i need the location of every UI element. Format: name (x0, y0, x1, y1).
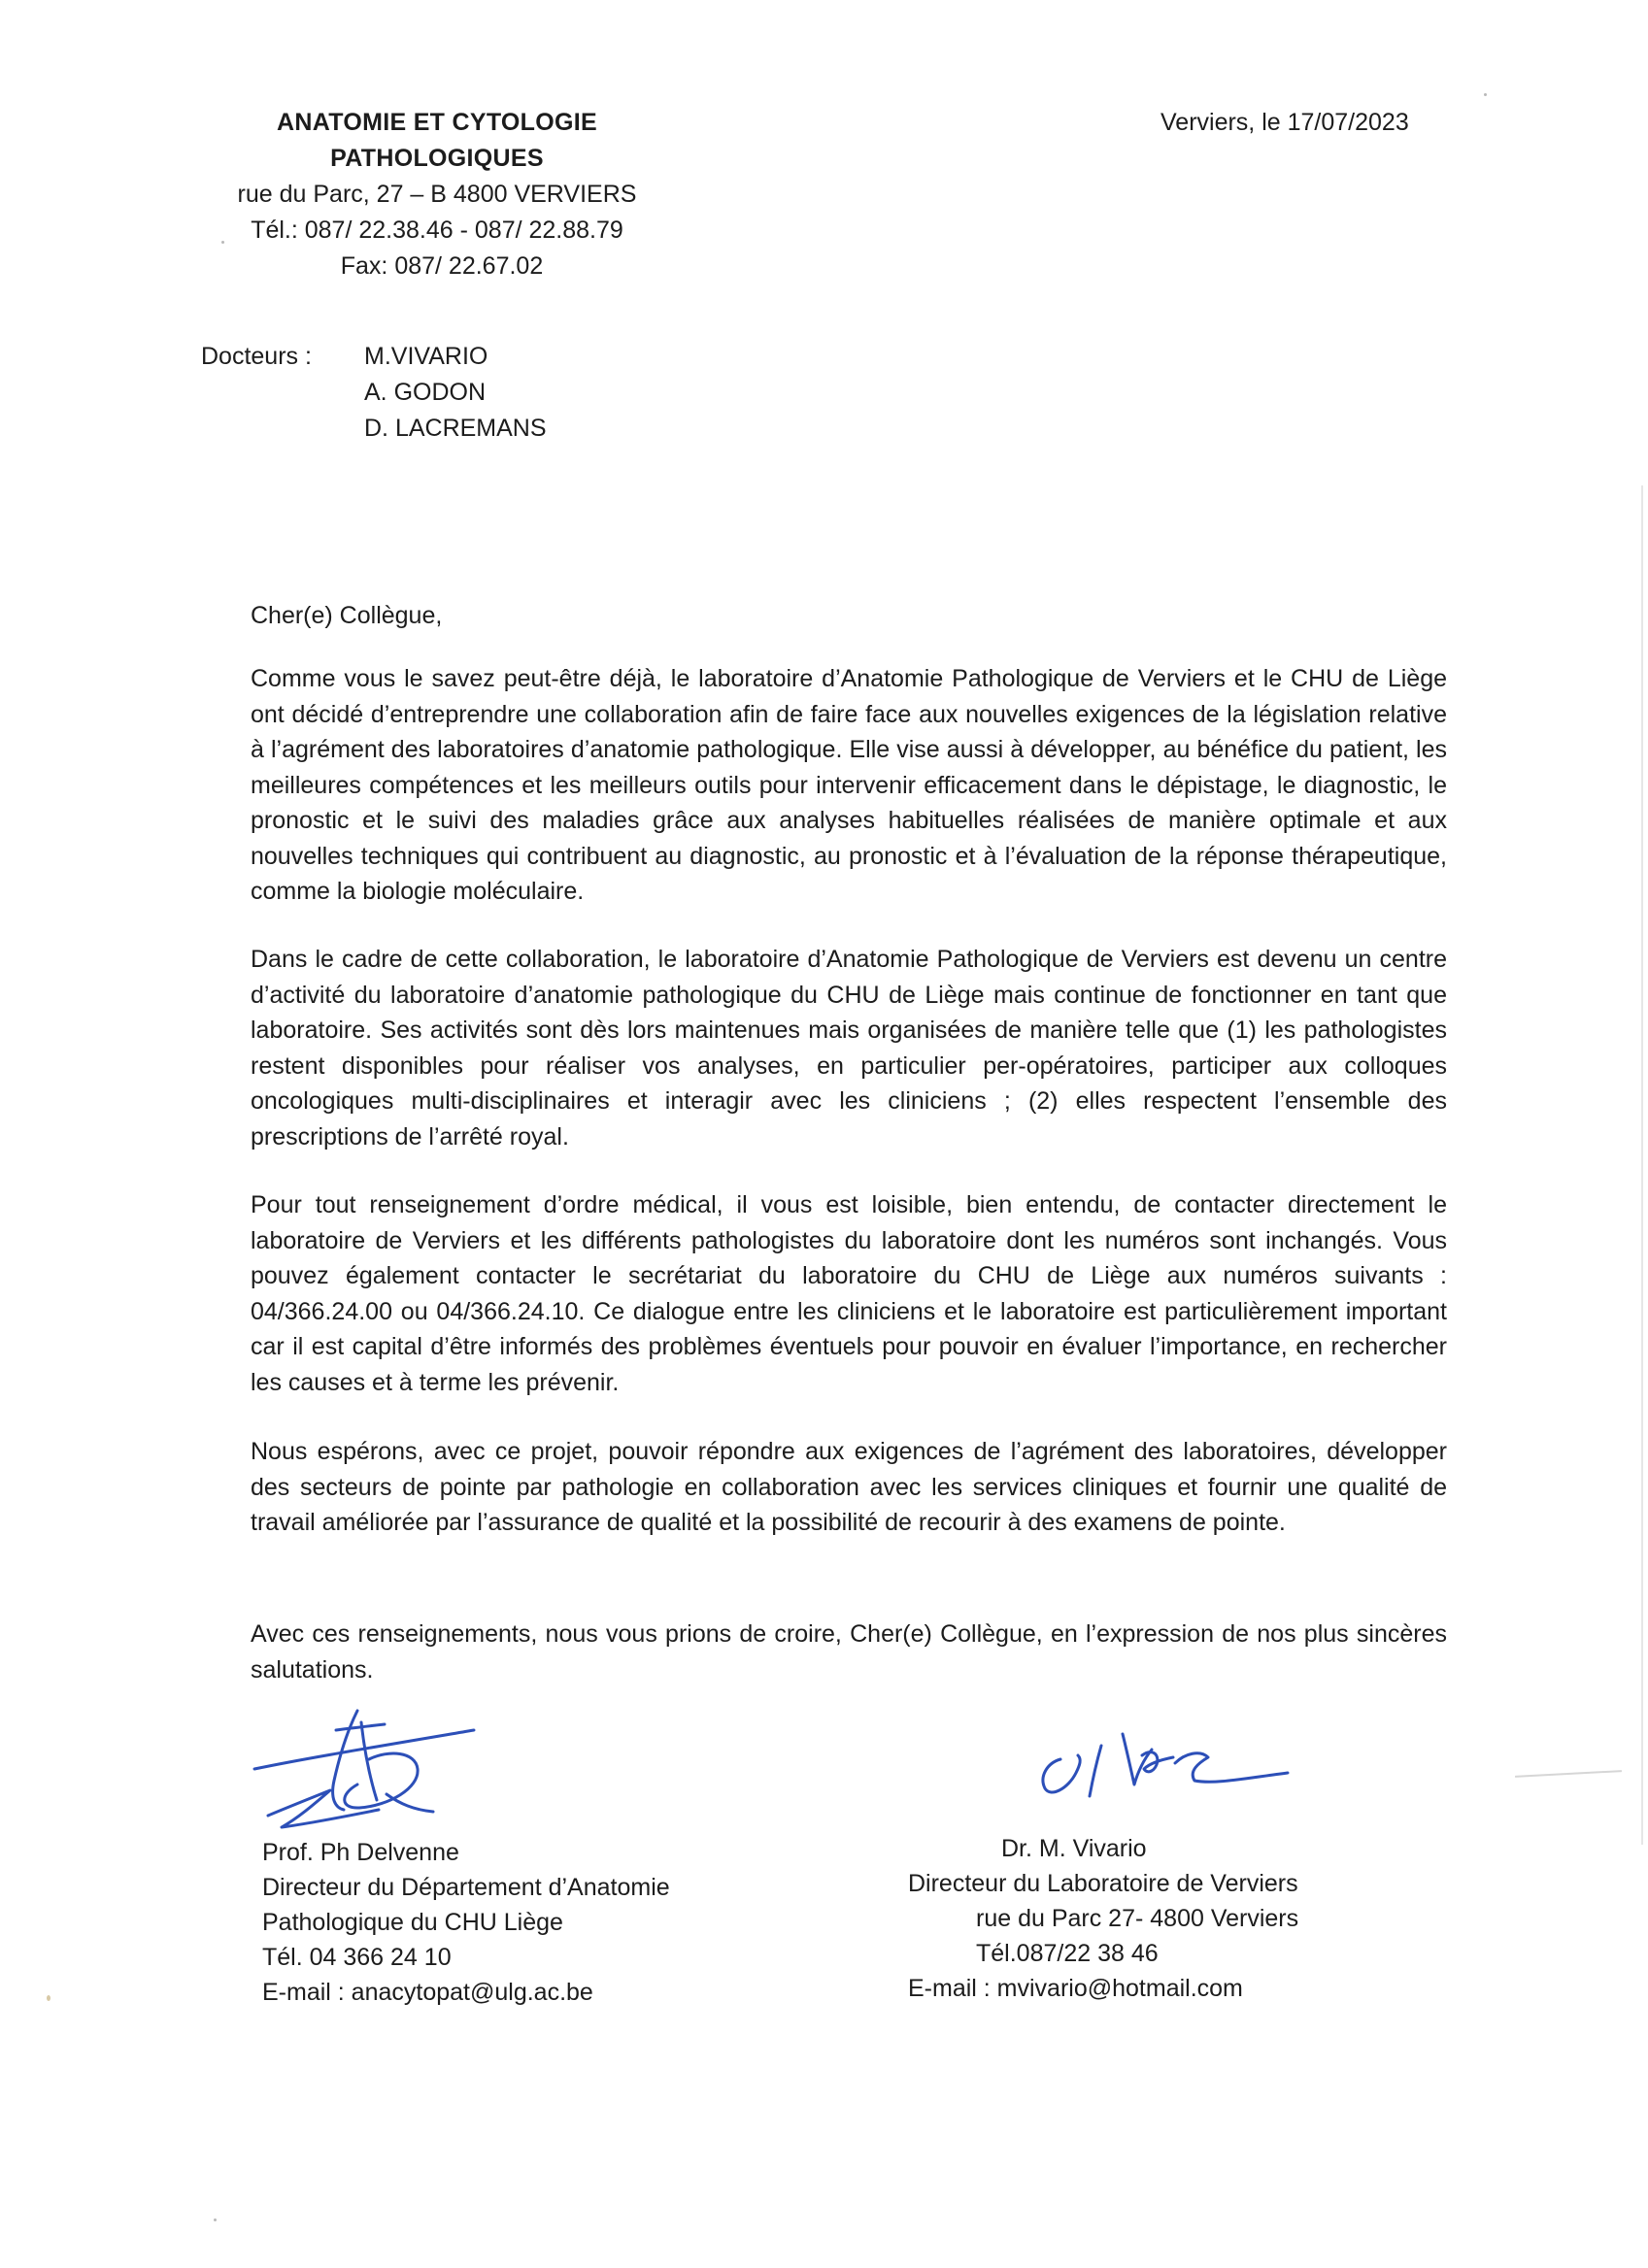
body-paragraph: Nous espérons, avec ce projet, pouvoir répondre aux exigences de l’agrément des laboratoires, développer des secteurs de pointe par pathologie en collaboration avec les services cliniques et fournir une qualité de travail améliorée par l’assurance de qualité et la possibilité de recourir à des examens de pointe. (251, 1438, 1447, 1536)
place-date: Verviers, le 17/07/2023 (1160, 109, 1409, 136)
doctor-name: M.VIVARIO (364, 343, 488, 370)
letterhead (204, 105, 670, 284)
lab-phone: Tél.: 087/ 22.38.46 - 087/ 22.88.79 (251, 217, 623, 244)
closing-paragraph: Avec ces renseignements, nous vous prions de croire, Cher(e) Collègue, en l’expression de nos plus sincères salutations. (251, 1620, 1447, 1684)
signatory-right (908, 1831, 1298, 2006)
signatory-title: Pathologique du CHU Liège (262, 1909, 563, 1936)
signature-vivario (1029, 1720, 1301, 1818)
signatory-title: Directeur du Laboratoire de Verviers (908, 1870, 1298, 1897)
greeting: Cher(e) Collègue, (251, 602, 443, 629)
doctors-list (364, 339, 547, 447)
signatory-left (262, 1835, 670, 2010)
body-paragraph: Comme vous le savez peut-être déjà, le laboratoire d’Anatomie Pathologique de Verviers et le CHU de Liège ont décidé d’entreprendre une collaboration afin de faire face aux nouvelles exigences de la législation relative à l’agrément des laboratoires d’anatomie pathologique. Elle vise aussi à développer, au bénéfice du patient, les meilleures compétences et les meilleurs outils pour intervenir efficacement dans le dépistage, le diagnostic, le pronostic et le suivi des maladies grâce aux analyses habituelles réalisées de manière optimale et aux nouvelles techniques qui contribuent au diagnostic, au pronostic et à l’évaluation de la réponse thérapeutique, comme la biologie moléculaire. (251, 665, 1447, 905)
signatory-name: Dr. M. Vivario (1001, 1835, 1147, 1862)
lab-name (204, 105, 670, 177)
lab-contact-info (204, 177, 670, 284)
signatory-email: E-mail : mvivario@hotmail.com (908, 1975, 1243, 2002)
body-paragraph: Dans le cadre de cette collaboration, le laboratoire d’Anatomie Pathologique de Verviers est devenu un centre d’activité du laboratoire d’anatomie pathologique du CHU de Liège mais continue de fonctionner en tant que laboratoire. Ses activités sont dès lors maintenues mais organisées de manière telle que (1) les pathologistes restent disponibles pour réaliser vos analyses, en particulier per-opératoires, participer aux colloques oncologiques multi-disciplinaires et interagir avec les cliniciens ; (2) elles respectent l’ensemble des prescriptions de l’arrêté royal. (251, 946, 1447, 1151)
doctor-name: A. GODON (364, 379, 487, 406)
doctors-label: Docteurs : (201, 343, 312, 370)
lab-name-line1: ANATOMIE ET CYTOLOGIE (277, 109, 597, 136)
signatory-phone: Tél.087/22 38 46 (976, 1940, 1159, 1967)
signatory-phone: Tél. 04 366 24 10 (262, 1944, 452, 1971)
lab-fax: Fax: 087/ 22.67.02 (340, 252, 544, 280)
lab-address: rue du Parc, 27 – B 4800 VERVIERS (237, 181, 637, 208)
scan-mark (1515, 1770, 1622, 1778)
scan-speck (1484, 93, 1487, 96)
signatory-name: Prof. Ph Delvenne (262, 1839, 459, 1866)
scan-speck (221, 241, 224, 244)
signatory-email: E-mail : anacytopat@ulg.ac.be (262, 1979, 593, 2006)
signatory-title: Directeur du Département d’Anatomie (262, 1874, 670, 1901)
signatory-address: rue du Parc 27- 4800 Verviers (976, 1905, 1299, 1932)
doctor-name: D. LACREMANS (364, 415, 547, 442)
body-paragraph: Pour tout renseignement d’ordre médical, il vous est loisible, bien entendu, de contacter directement le laboratoire de Verviers et les différents pathologistes du laboratoire dont les numéros sont inchangés. Vous pouvez également contacter le secrétariat du laboratoire du CHU de Liège aux numéros suivants : 04/366.24.00 ou 04/366.24.10. Ce dialogue entre les cliniciens et le laboratoire est particulièrement important car il est capital d’être informés des problèmes éventuels pour pouvoir en évaluer l’importance, en rechercher les causes et à terme les prévenir. (251, 1191, 1447, 1396)
lab-name-line2: PATHOLOGIQUES (330, 145, 544, 172)
scan-margin-line (1641, 485, 1643, 1845)
scan-speck (47, 1995, 50, 2001)
signature-delvenne (243, 1701, 486, 1837)
scan-speck (214, 2218, 217, 2221)
